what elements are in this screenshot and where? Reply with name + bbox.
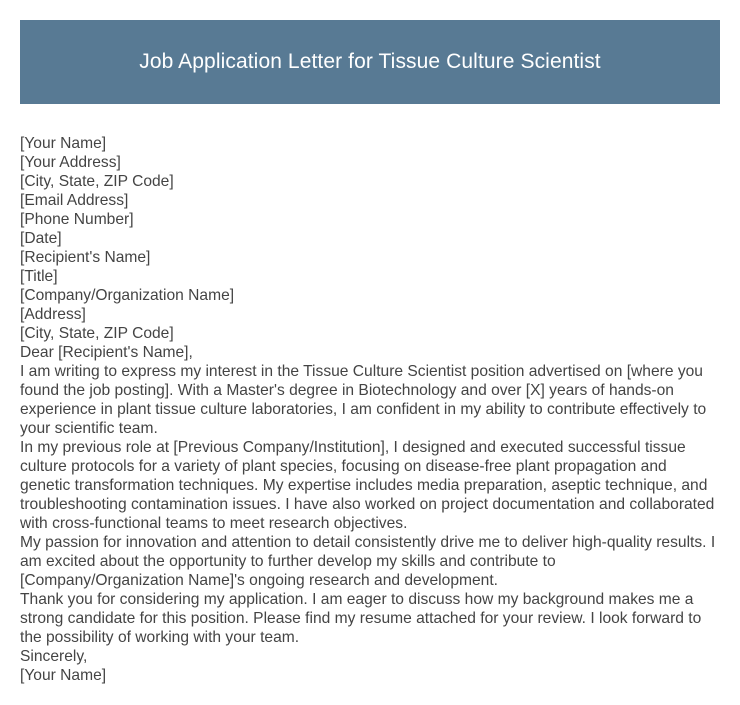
recipient-title: [Title] <box>20 268 58 285</box>
page-title: Job Application Letter for Tissue Culture Scientist <box>139 50 601 73</box>
salutation: Dear [Recipient's Name], <box>20 344 193 361</box>
paragraph-closing: Thank you for considering my application. I am eager to discuss how my background makes me a strong candidate for this position. Please find my resume attached for your review. I look forward to the possibility of working with your team. <box>20 591 702 646</box>
closing: Sincerely, <box>20 648 88 665</box>
paragraph-intro: I am writing to express my interest in the Tissue Culture Scientist position advertised on [where you found the job posting]. With a Master's degree in Biotechnology and over [X] years of hands-on experience in plant tissue culture laboratories, I am confident in my ability to contribute effectively to your scientific team. <box>20 363 707 437</box>
paragraph-motivation: My passion for innovation and attention to detail consistently drive me to deliver high-quality results. I am excited about the opportunity to further develop my skills and contribute to [Company/Organization Name]'s ongoing research and development. <box>20 534 716 589</box>
sender-address: [Your Address] <box>20 154 121 171</box>
recipient-city-state-zip: [City, State, ZIP Code] <box>20 325 174 342</box>
recipient-company: [Company/Organization Name] <box>20 287 235 304</box>
paragraph-experience: In my previous role at [Previous Company/Institution], I designed and executed successful tissue culture protocols for a variety of plant species, focusing on disease-free plant propagation and genetic transformation techniques. My expertise includes media preparation, aseptic technique, and troubleshooting contamination issues. I have also worked on project documentation and collaborated with cross-functional teams to meet research objectives. <box>20 439 715 532</box>
letter-date: [Date] <box>20 230 62 247</box>
signature: [Your Name] <box>20 667 107 684</box>
title-banner <box>20 20 720 104</box>
sender-email: [Email Address] <box>20 192 129 209</box>
letter-body <box>20 134 720 685</box>
sender-name: [Your Name] <box>20 135 107 152</box>
sender-city-state-zip: [City, State, ZIP Code] <box>20 173 174 190</box>
recipient-name: [Recipient's Name] <box>20 249 151 266</box>
sender-phone: [Phone Number] <box>20 211 134 228</box>
recipient-address: [Address] <box>20 306 86 323</box>
